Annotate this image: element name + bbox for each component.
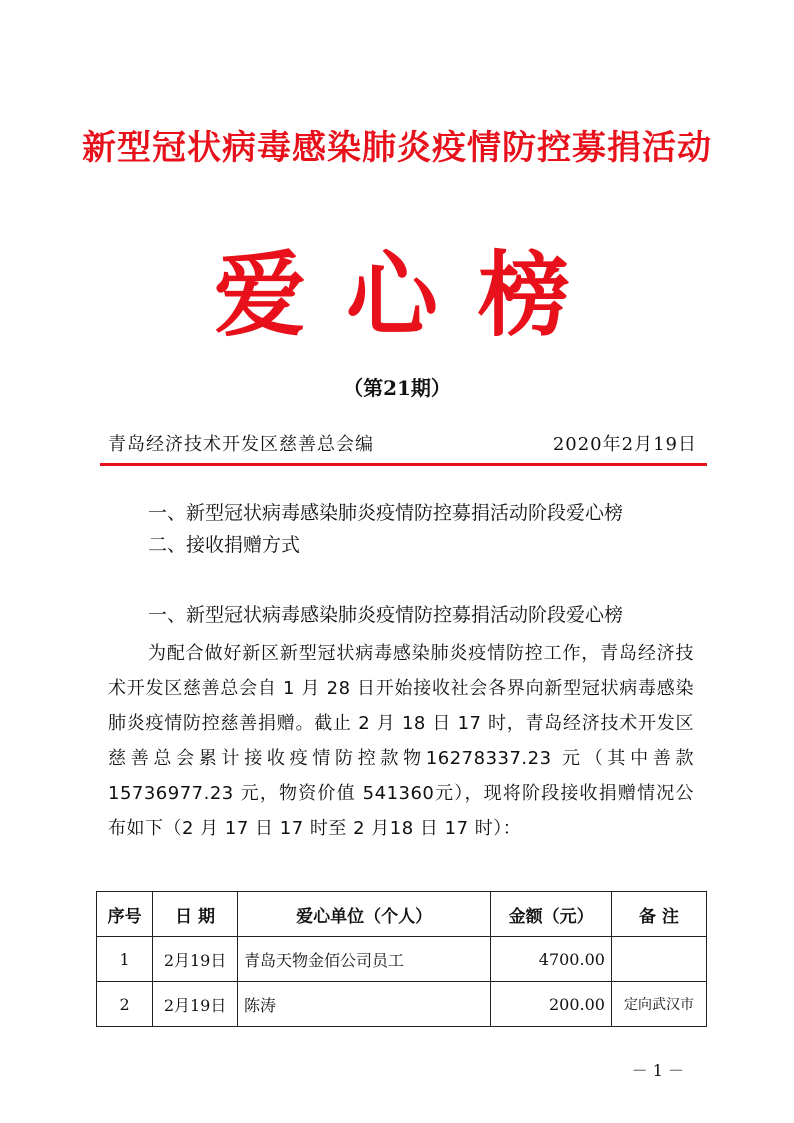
table-row — [97, 982, 707, 1027]
cell-date: 2月19日 — [153, 982, 238, 1027]
red-divider — [100, 463, 707, 466]
header-donor: 爱心单位（个人） — [237, 892, 490, 937]
cell-note — [611, 937, 706, 982]
editor-line: 青岛经济技术开发区慈善总会编 — [108, 434, 374, 455]
table-header-row — [97, 892, 707, 937]
table-row — [97, 937, 707, 982]
header-seq: 序号 — [97, 892, 153, 937]
body-paragraph: 为配合做好新区新型冠状病毒感染肺炎疫情防控工作，青岛经济技术开发区慈善总会自 1 月 28 日开始接收社会各界向新型冠状病毒感染肺炎疫情防控慈善捐赠。截止 2 月 18 日 17 时，青岛经济技术开发区慈善总会累计接收疫情防控款物16278337.23 元（其中善款 15736977.23 元，物资价值 541360元），现将阶段接收捐赠情况公布如下（2 月 17 日 17 时至 2 月18 日 17 时）： — [108, 643, 694, 839]
donation-table — [96, 891, 707, 1027]
cell-donor: 陈涛 — [237, 982, 490, 1027]
cell-amount: 200.00 — [491, 982, 612, 1027]
toc-item-1: 一、新型冠状病毒感染肺炎疫情防控募捐活动阶段爱心榜 — [148, 502, 624, 524]
hero-heading: 爱心榜 — [213, 241, 610, 349]
page-number: － 1 － — [631, 1061, 684, 1080]
issue-number: （第21期） — [343, 376, 451, 400]
cell-note: 定向武汉市 — [611, 982, 706, 1027]
cell-date: 2月19日 — [153, 937, 238, 982]
header-note: 备 注 — [611, 892, 706, 937]
cell-donor: 青岛天物金佰公司员工 — [237, 937, 490, 982]
cell-seq: 1 — [97, 937, 153, 982]
section-heading: 一、新型冠状病毒感染肺炎疫情防控募捐活动阶段爱心榜 — [148, 604, 624, 626]
publish-date: 2020年2月19日 — [552, 434, 697, 455]
cell-amount: 4700.00 — [491, 937, 612, 982]
toc-item-2: 二、接收捐赠方式 — [148, 534, 301, 556]
cell-seq: 2 — [97, 982, 153, 1027]
header-amount: 金额（元） — [491, 892, 612, 937]
header-date: 日 期 — [153, 892, 238, 937]
page-title: 新型冠状病毒感染肺炎疫情防控募捐活动 — [82, 128, 712, 168]
